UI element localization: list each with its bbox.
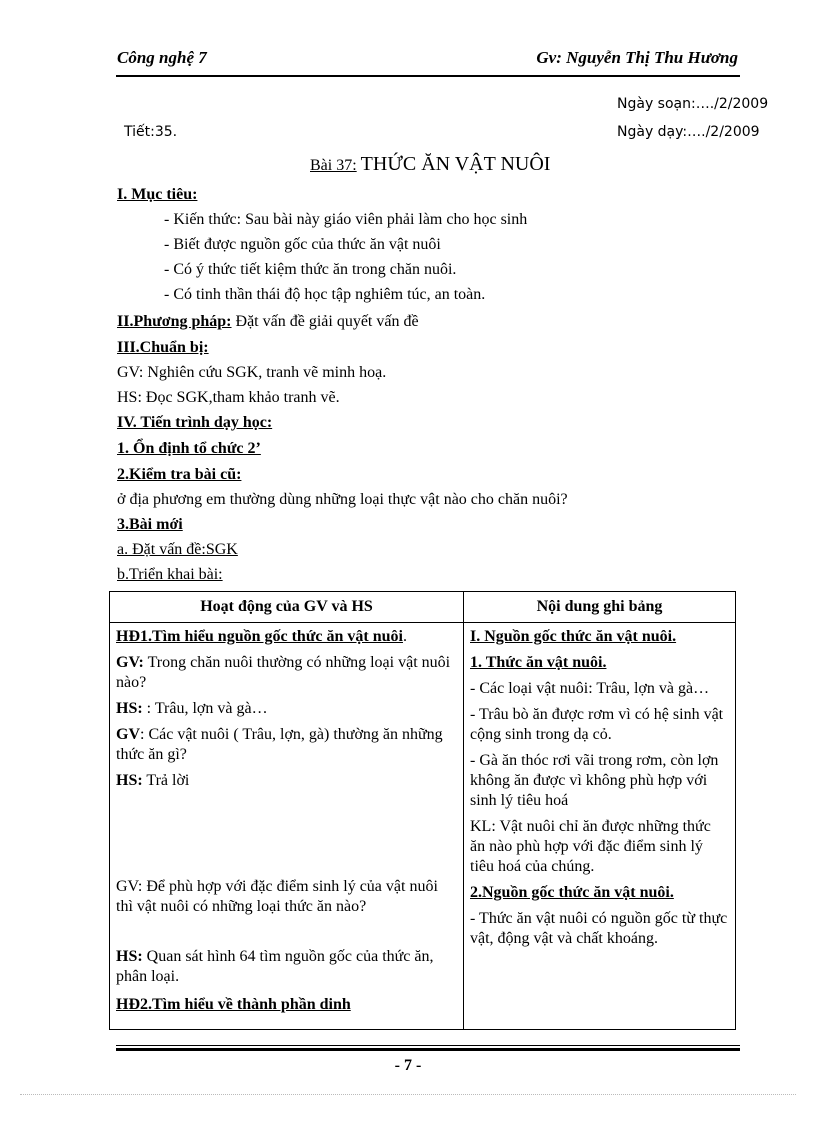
hs1-paragraph: HS: : Trâu, lợn và gà… <box>116 700 268 717</box>
lesson-number: Bài 37: <box>310 157 357 174</box>
footer-rule-thick <box>116 1048 740 1051</box>
teach-date: Ngày dạy:…./2/2009 <box>617 124 760 140</box>
method-text: Đặt vấn đề giải quyết vấn đề <box>231 313 419 330</box>
gv1-paragraph: GV: Trong chăn nuôi thường có những loại vật nuôi nào? <box>116 654 451 691</box>
prep-gv: GV: Nghiên cứu SGK, tranh vẽ minh hoạ. <box>117 364 387 381</box>
method-line <box>117 313 419 331</box>
footer-rule-thin <box>116 1045 740 1046</box>
conclusion-paragraph: KL: Vật nuôi chỉ ăn được những thức ăn nào phù hợp với đặc điểm sinh lý tiêu hoá của chúng. <box>470 818 711 875</box>
method-heading: II.Phương pháp: <box>117 313 232 330</box>
prep-date: Ngày soạn:…./2/2009 <box>617 96 769 112</box>
content-paragraph: - Gà ăn thóc rơi vãi trong rơm, còn lợn không ăn được vì không phù hợp với sinh lý tiêu hoá <box>470 752 719 809</box>
table-header-activities: Hoạt động của GV và HS <box>110 592 464 623</box>
prep-heading: III.Chuẩn bị: <box>117 339 209 356</box>
step-2: 2.Kiểm tra bài cũ: <box>117 466 242 483</box>
objectives-heading: I. Mục tiêu: <box>117 186 198 203</box>
step-3a: a. Đặt vấn đề:SGK <box>117 541 238 558</box>
prep-hs: HS: Đọc SGK,tham khảo tranh vẽ. <box>117 389 340 406</box>
page-title <box>310 153 550 176</box>
hs2-paragraph: HS: Trả lời <box>116 772 190 789</box>
content-cell <box>464 623 736 1030</box>
page-bottom-border <box>20 1094 796 1095</box>
page-number: - 7 - <box>394 1057 422 1074</box>
section-1-heading: I. Nguồn gốc thức ăn vật nuôi. <box>470 628 677 645</box>
objective-item: - Kiến thức: Sau bài này giáo viên phải làm cho học sinh <box>164 211 528 228</box>
period: Tiết:35. <box>124 124 178 140</box>
header-subject: Công nghệ 7 <box>117 48 207 67</box>
gv2-paragraph: GV: Các vật nuôi ( Trâu, lợn, gà) thường ăn những thức ăn gì? <box>116 726 443 763</box>
table-header-content: Nội dung ghi bảng <box>464 592 736 623</box>
header-teacher: Gv: Nguyễn Thị Thu Hương <box>536 48 738 67</box>
subsection-2-heading: 2.Nguồn gốc thức ăn vật nuôi. <box>470 884 674 901</box>
hd2-title: HĐ2.Tìm hiểu về thành phần dinh <box>116 996 351 1013</box>
lesson-table <box>109 591 736 1030</box>
objective-item: - Có tinh thần thái độ học tập nghiêm túc, an toàn. <box>164 286 486 303</box>
content-paragraph: - Trâu bò ăn được rơm vì có hệ sinh vật cộng sinh trong dạ cỏ. <box>470 706 724 743</box>
header-rule <box>116 75 740 77</box>
process-heading: IV. Tiến trình dạy học: <box>117 414 273 431</box>
content-paragraph: - Thức ăn vật nuôi có nguồn gốc từ thực vật, động vật và chất khoáng. <box>470 910 728 947</box>
gv3-paragraph: GV: Để phù hợp với đặc điểm sinh lý của vật nuôi thì vật nuôi có những loại thức ăn nào? <box>116 878 438 915</box>
step-3b: b.Triển khai bài: <box>117 566 223 583</box>
step-3: 3.Bài mới <box>117 516 183 533</box>
hs3-paragraph: HS: Quan sát hình 64 tìm nguồn gốc của thức ăn, phân loại. <box>116 948 434 985</box>
content-paragraph: - Các loại vật nuôi: Trâu, lợn và gà… <box>470 680 710 697</box>
activities-cell <box>110 623 464 1030</box>
subsection-1-heading: 1. Thức ăn vật nuôi. <box>470 654 607 671</box>
hd1-paragraph: HĐ1.Tìm hiểu nguồn gốc thức ăn vật nuôi. <box>116 628 407 645</box>
hd2-paragraph <box>116 995 457 1015</box>
objective-item: - Biết được nguồn gốc của thức ăn vật nuôi <box>164 236 441 253</box>
objective-item: - Có ý thức tiết kiệm thức ăn trong chăn nuôi. <box>164 261 457 278</box>
step-2-question: ở địa phương em thường dùng những loại thực vật nào cho chăn nuôi? <box>117 491 568 508</box>
lesson-name: THỨC ĂN VẬT NUÔI <box>360 153 551 175</box>
step-1: 1. Ổn định tổ chức 2’ <box>117 440 261 457</box>
hd1-title: HĐ1.Tìm hiểu nguồn gốc thức ăn vật nuôi <box>116 628 403 645</box>
